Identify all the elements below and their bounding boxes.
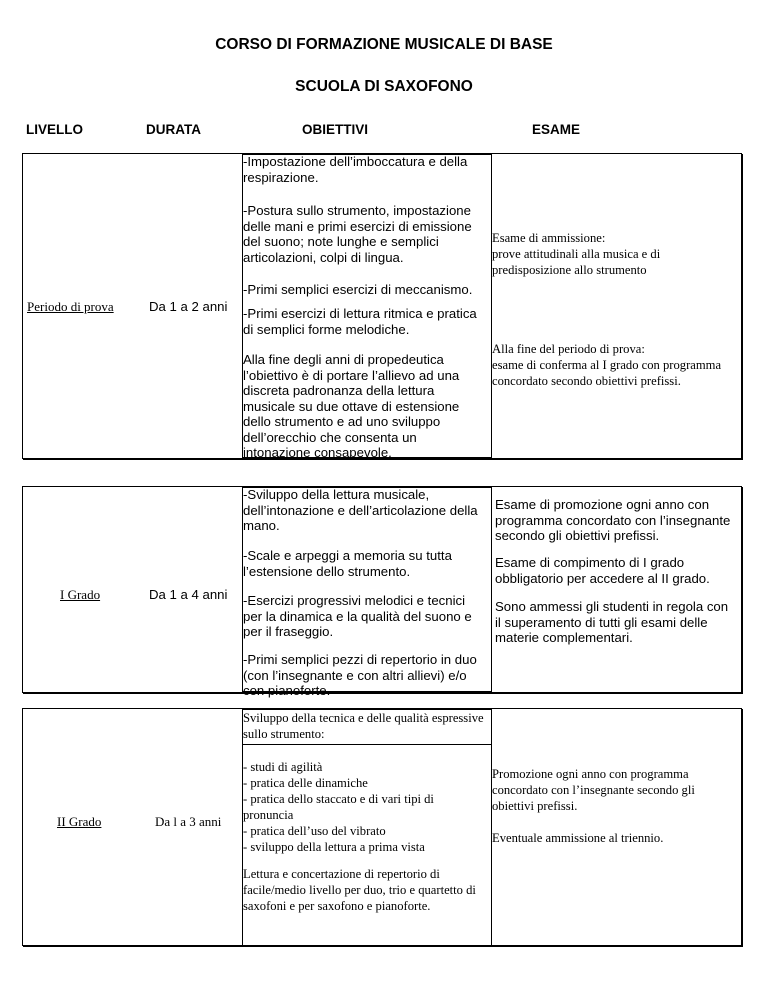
cell-rule	[242, 457, 491, 458]
esame-text: Sono ammessi gli studenti in regola con il superamento di tutti gli esami delle materie complementari.	[495, 599, 729, 645]
page-subtitle: SCUOLA DI SAXOFONO	[295, 78, 473, 95]
column-header-obiettivi: OBIETTIVI	[302, 122, 369, 137]
column-divider	[491, 486, 492, 693]
cell-rule	[242, 744, 491, 745]
cell-rule	[242, 691, 491, 692]
column-header-durata: DURATA	[146, 122, 201, 137]
durata-label: Da l a 3 anni	[155, 814, 222, 829]
obiettivo-text: -Primi esercizi di lettura ritmica e pratica di semplici forme melodiche.	[243, 306, 477, 337]
obiettivo-text: -Postura sullo strumento, impostazione delle mani e primi esercizi di emissione del suono; note lunghe e semplici articolazioni, colpi di lingua.	[243, 203, 472, 265]
column-divider	[491, 708, 492, 946]
page-title: CORSO DI FORMAZIONE MUSICALE DI BASE	[215, 36, 553, 53]
obiettivo-text: -Impostazione dell’imboccatura e della respirazione.	[243, 154, 468, 185]
obiettivo-text: -Esercizi progressivi melodici e tecnici per la dinamica e la qualità del suono e per il fraseggio.	[243, 593, 472, 639]
obiettivo-text: - studi di agilità - pratica delle dinamiche - pratica dello staccato e di vari tipi di pronuncia - pratica dell’uso del vibrato - sviluppo della lettura a prima vista	[243, 760, 434, 854]
obiettivo-text: -Scale e arpeggi a memoria su tutta l’estensione dello strumento.	[243, 548, 452, 579]
obiettivo-text: -Primi semplici pezzi di repertorio in duo (con l’insegnante e con altri allievi) e/o con pianoforte.	[243, 652, 477, 698]
column-header-esame: ESAME	[532, 122, 581, 137]
obiettivo-text: Lettura e concertazione di repertorio di facile/medio livello per duo, trio e quartetto di saxofoni e per saxofono e pianoforte.	[243, 867, 476, 913]
obiettivo-text: Alla fine degli anni di propedeutica l’obiettivo è di portare l’allievo ad una discreta padronanza della lettura musicale su due ottave di estensione dello strumento e ad uno sviluppo dell’orecchio che consenta un intonazione consapevole.	[243, 352, 460, 460]
esame-text: Esame di compimento di I grado obbligatorio per accedere al II grado.	[495, 555, 710, 586]
livello-label: II Grado	[57, 814, 102, 829]
esame-text: Esame di promozione ogni anno con programma concordato con l’insegnante secondo gli obiettivi prefissi.	[495, 497, 731, 543]
livello-label: Periodo di prova	[27, 299, 114, 314]
esame-text: Alla fine del periodo di prova: esame di conferma al I grado con programma concordato secondo obiettivi prefissi.	[492, 342, 722, 388]
esame-text: Promozione ogni anno con programma concordato con l’insegnante secondo gli obiettivi prefissi.	[492, 767, 695, 813]
durata-label: Da 1 a 2 anni	[149, 299, 228, 314]
livello-label: I Grado	[60, 587, 101, 602]
durata-label: Da 1 a 4 anni	[149, 587, 228, 602]
obiettivo-text: Sviluppo della tecnica e delle qualità espressive sullo strumento:	[243, 711, 484, 741]
esame-text: Esame di ammissione: prove attitudinali alla musica e di predisposizione allo strumento	[492, 231, 661, 277]
obiettivo-text: -Sviluppo della lettura musicale, dell’intonazione e dell’articolazione della mano.	[243, 487, 478, 533]
esame-text: Eventuale ammissione al triennio.	[492, 831, 664, 845]
column-header-livello: LIVELLO	[26, 122, 83, 137]
obiettivo-text: -Primi semplici esercizi di meccanismo.	[243, 282, 473, 297]
column-divider	[491, 153, 492, 459]
